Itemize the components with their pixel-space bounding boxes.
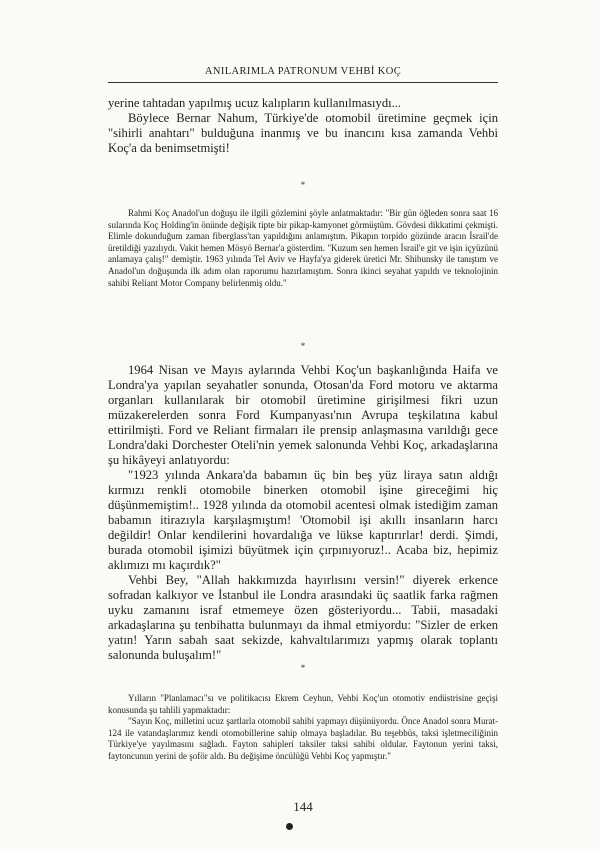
section-1	[108, 96, 498, 156]
header-rule	[108, 82, 498, 83]
note-quote: "Sayın Koç, milletini ucuz şartlarla otomobil sahibi yapmayı düşünüyordu. Önce Anadol sonra Murat-124 ile vatandaşlarımız kendi otomobillerine sahip olmaya başladılar. Bu teşebbüs, taksi işletmeciliğinin Türkiye'ye yayılmasını sağladı. Fayton sahipleri taksiler taksi sahibi oldular. Faytonun yerini taksi, faytoncunun yerini de şoför aldı. Bu değişime öncülüğü Vehbi Koç yapmıştır."	[108, 716, 498, 761]
running-header: ANILARIMLA PATRONUM VEHBİ KOÇ	[204, 66, 402, 77]
separator-asterisk: *	[300, 180, 306, 190]
paragraph: 1964 Nisan ve Mayıs aylarında Vehbi Koç'un başkanlığında Haifa ve Londra'ya yapılan seyahatler sonunda, Otosan'da Ford motoru ve aktarma organları kullanılarak bir otomobil üretimine girişilmesi fikri uzun müzakerelerden sonra Ford Kumpanyası'nın Avrupa teşkilatına kabul ettirilmişti. Ford ve Reliant firmaları ile prensip anlaşmasına varıldığı gece Londra'daki Dorchester Oteli'nin yemek salonunda Vehbi Koç, arkadaşlarına şu hikâyeyi anlatıyordu:	[108, 363, 498, 467]
section-2	[108, 363, 498, 663]
paragraph: Vehbi Bey, "Allah hakkımızda hayırlısını versin!" diyerek erkence sofradan kalkıyor ve İstanbul ile Londra arasındaki üç saatlik farka rağmen uyku zamanını israf etmemeye özen gösteriyordu... Tabii, masadaki arkadaşlarına şu tenbihatta bulunmayı da ihmal etmiyordu: "Sizler de erken yatın! Yarın sabah saat sekizde, kahvaltılarımızı yapmış olarak toplantı salonunda buluşalım!"	[108, 573, 498, 662]
note-intro: Yılların "Planlamacı"sı ve politikacısı Ekrem Ceyhun, Vehbi Koç'un otomotiv endüstrisine geçişi konusunda şu tahlili yapmaktadır:	[108, 693, 498, 715]
separator-asterisk: *	[300, 341, 306, 351]
paragraph: yerine tahtadan yapılmış ucuz kalıpların kullanılmasıydı...	[108, 96, 402, 110]
note-block-2	[108, 693, 498, 763]
separator-asterisk: *	[300, 663, 306, 673]
quote-paragraph: "1923 yılında Ankara'da babamın üç bin beş yüz liraya satın aldığı kırmızı renkli otomobile binerken otomobil işine gireceğimi hiç düşünmemiştim!.. 1928 yılında da otomobil acentesi olmak istediğim zaman babamın itirazıyla karşılaşmıştım! 'Otomobil işi akıllı insanların harcı değildir! Onlar kendilerini hovardalığa ve lükse kaptırırlar! derdi. Şimdi, burada otomobil işimizi büyütmek için çırpınıyoruz!.. Acaba biz, hepimiz aklımızı mı kaçırdık?"	[108, 468, 498, 572]
paragraph: Böylece Bernar Nahum, Türkiye'de otomobil üretimine geçmek için "sihirli anahtarı" bulduğuna inanmış ve bu inancını kısa zamanda Vehbi Koç'a da benimsetmişti!	[108, 111, 498, 155]
footer-dot	[286, 823, 293, 830]
note-block-1	[108, 208, 498, 289]
note-paragraph: Rahmi Koç Anadol'un doğuşu ile ilgili gözlemini şöyle anlatmaktadır: "Bir gün öğleden sonra saat 16 sularında Koç Holding'in önünde değişik tipte bir pikap-kamyonet görmüştüm. Gövdesi dikkatimi çekmişti. Elimle dokunduğum zaman fiberglass'tan yapıldığını anlamıştım. Pikapın torpido gözünde aracın İsrail'de üretildiği yazılıydı. Vakit hemen Mösyö Bernar'a gösterdim. "Kuzum sen hemen İsrail'e git ve işin içyüzünü anlamaya çalış!" demiştir. 1963 yılında Tel Aviv ve Hayfa'ya giderek üretici Mr. Shibunsky ile tanıştım ve Anadol'un doğuşunda ilk adım olan raporumu hazırlamıştım. Sonra ikinci seyahat yapıldı ve teknolojinin sahibi Reliant Motor Company belirlenmiş oldu."	[108, 208, 498, 288]
page-number: 144	[293, 799, 313, 814]
